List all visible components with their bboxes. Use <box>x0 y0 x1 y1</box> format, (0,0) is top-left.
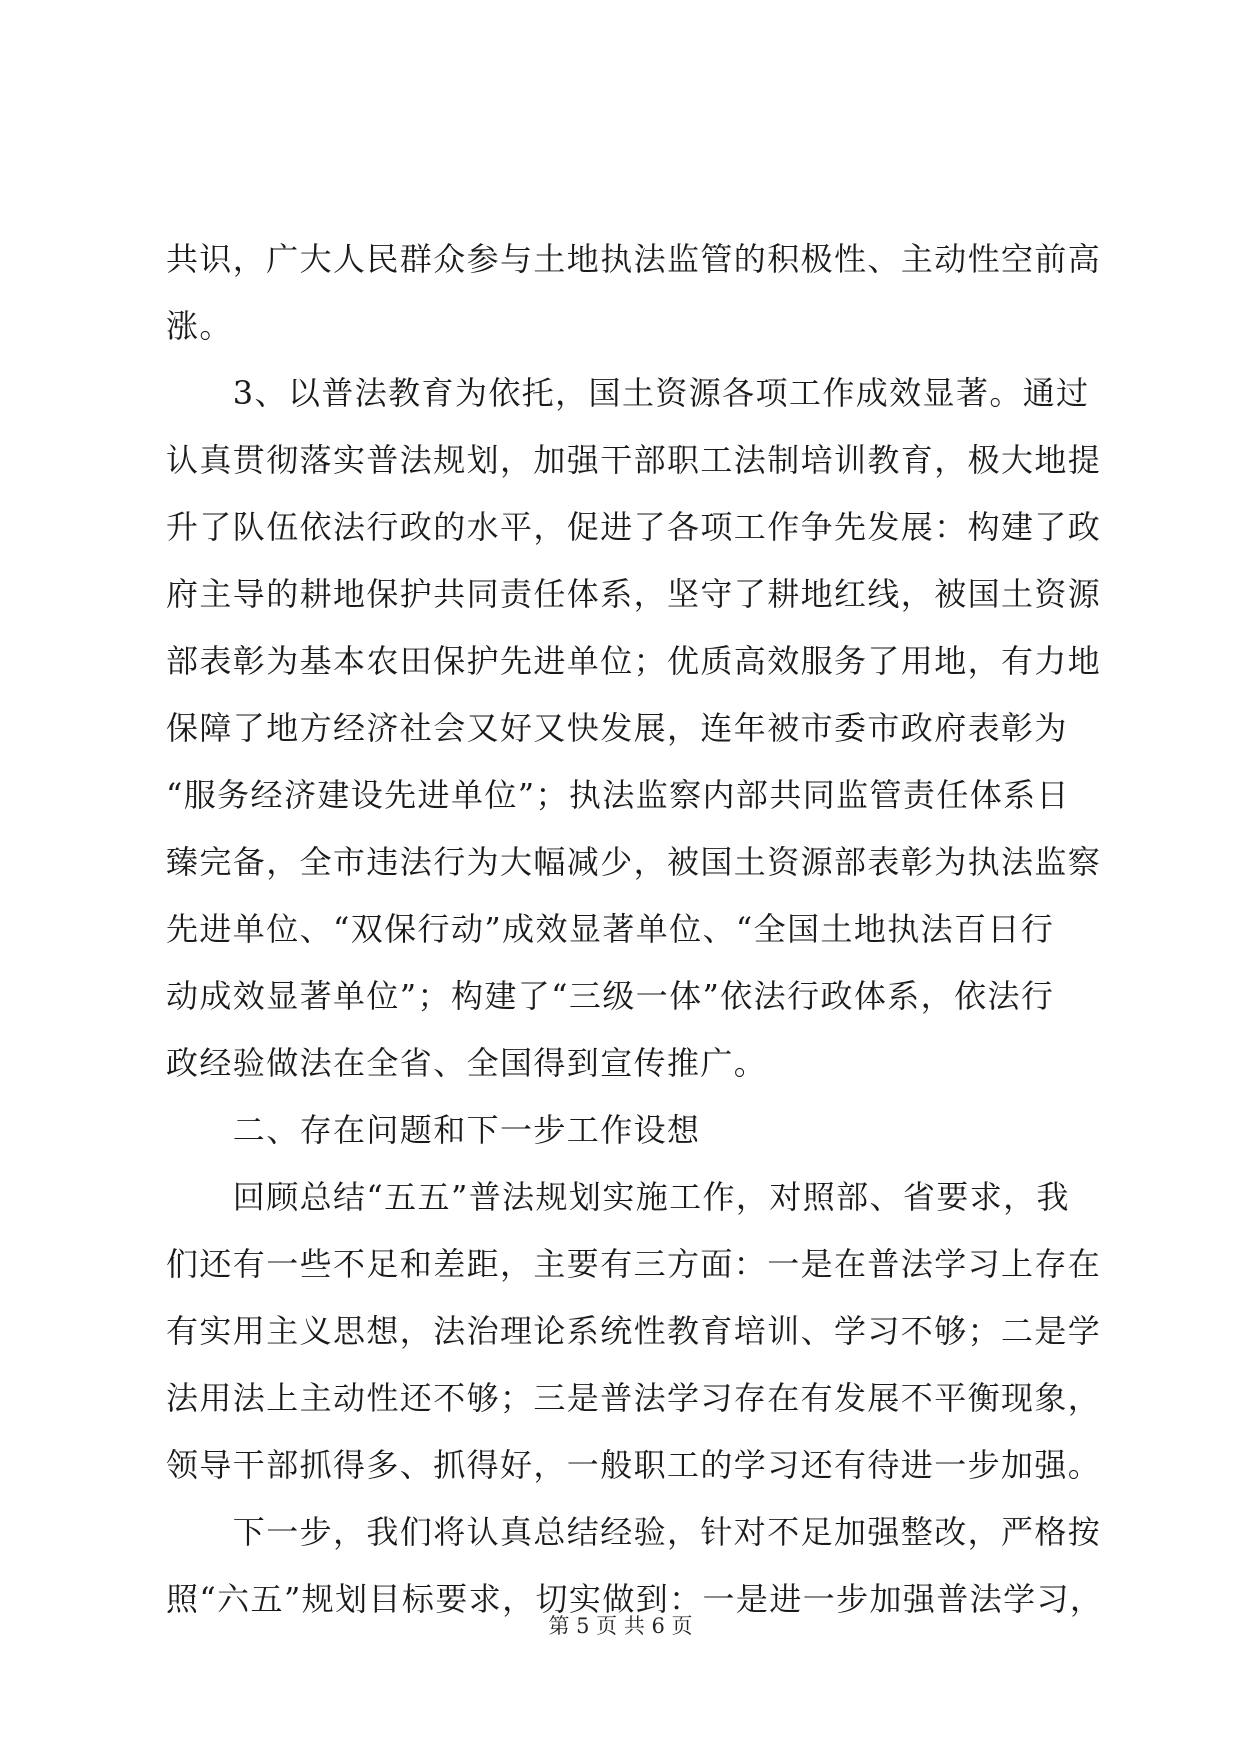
document-body <box>166 226 1104 1633</box>
text-line: 回顾总结“五五”普法规划实施工作，对照部、省要求，我 <box>166 1178 1070 1216</box>
text-line: 臻完备，全市违法行为大幅减少，被国土资源部表彰为执法监察 <box>166 843 1102 881</box>
text-line: 先进单位、“双保行动”成效显著单位、“全国土地执法百日行 <box>166 910 1055 948</box>
text-line: 们还有一些不足和差距，主要有三方面：一是在普法学习上存在 <box>166 1245 1102 1283</box>
text-line: 共识，广大人民群众参与土地执法监管的积极性、主动性空前高 <box>166 240 1102 278</box>
text-line: 保障了地方经济社会又好又快发展，连年被市委市政府表彰为 <box>166 709 1068 747</box>
text-line: 政经验做法在全省、全国得到宣传推广。 <box>166 1044 768 1082</box>
text-line: 升了队伍依法行政的水平，促进了各项工作争先发展：构建了政 <box>166 508 1102 546</box>
text-line: 部表彰为基本农田保护先进单位；优质高效服务了用地，有力地 <box>166 642 1102 680</box>
text-line: 3、以普法教育为依托，国土资源各项工作成效显著。通过 <box>166 374 1090 412</box>
text-line: 照“六五”规划目标要求，切实做到：一是进一步加强普法学习， <box>166 1580 1104 1618</box>
text-line: 府主导的耕地保护共同责任体系，坚守了耕地红线，被国土资源 <box>166 575 1102 613</box>
text-line: 有实用主义思想，法治理论系统性教育培训、学习不够；二是学 <box>166 1312 1102 1350</box>
text-line: “服务经济建设先进单位”；执法监察内部共同监管责任体系日 <box>166 776 1070 814</box>
text-line: 认真贯彻落实普法规划，加强干部职工法制培训教育，极大地提 <box>166 441 1102 479</box>
text-line: 法用法上主动性还不够；三是普法学习存在有发展不平衡现象， <box>166 1379 1102 1417</box>
page-number: 第 5 页 共 6 页 <box>548 1614 693 1638</box>
section-heading: 二、存在问题和下一步工作设想 <box>166 1111 701 1149</box>
text-line: 动成效显著单位”；构建了“三级一体”依法行政体系，依法行 <box>166 977 1055 1015</box>
page-footer <box>0 1610 1241 1640</box>
text-line: 领导干部抓得多、抓得好，一般职工的学习还有待进一步加强。 <box>166 1446 1102 1484</box>
text-line: 下一步，我们将认真总结经验，针对不足加强整改，严格按 <box>166 1513 1102 1551</box>
text-line: 涨。 <box>166 307 233 345</box>
